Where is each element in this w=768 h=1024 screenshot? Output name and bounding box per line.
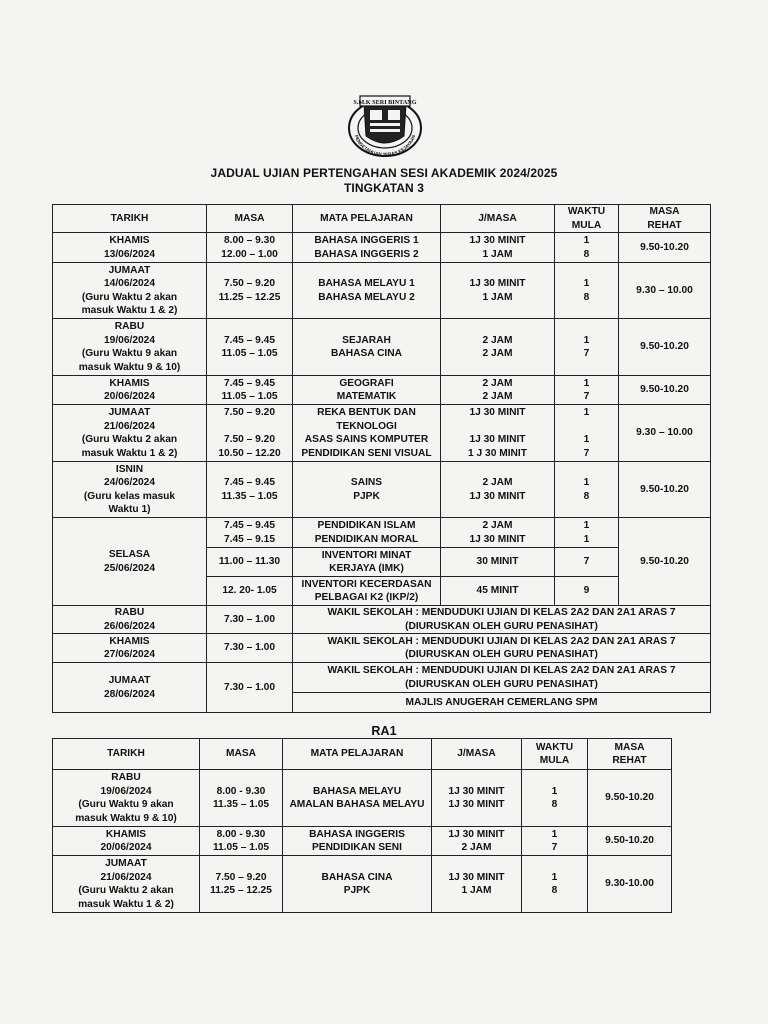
cell-text: 1 JAM bbox=[482, 291, 513, 303]
waktu-cell bbox=[555, 376, 619, 405]
schedule-table-tingkatan-3 bbox=[52, 204, 711, 713]
cell-text: (DIURUSKAN OLEH GURU PENASIHAT) bbox=[405, 620, 598, 632]
cell-text: RABU bbox=[114, 607, 145, 618]
table-row bbox=[53, 634, 711, 663]
cell-text: BAHASA MELAYU 2 bbox=[318, 291, 415, 303]
cell-text: 2 JAM bbox=[482, 477, 513, 488]
waktu-cell bbox=[555, 263, 619, 319]
cell-text: Waktu 1) bbox=[108, 504, 151, 515]
spacer bbox=[209, 420, 290, 434]
table-row bbox=[53, 462, 711, 518]
subject-cell bbox=[293, 263, 441, 319]
cell-text: 7 bbox=[551, 842, 558, 853]
table-row bbox=[53, 663, 711, 693]
cell-text: 1 bbox=[583, 434, 590, 445]
cell-text: (DIURUSKAN OLEH GURU PENASIHAT) bbox=[405, 649, 598, 660]
cell-text: 2 JAM bbox=[482, 334, 513, 346]
cell-text: 11.35 – 1.05 bbox=[212, 799, 270, 810]
masa-cell bbox=[200, 827, 283, 856]
cell-text: 1J 30 MINIT bbox=[469, 490, 526, 502]
cell-text: KHAMIS bbox=[109, 635, 150, 647]
subject-cell bbox=[293, 462, 441, 518]
schedule-table-ra1 bbox=[52, 738, 672, 913]
header-text: REHAT bbox=[647, 219, 682, 231]
spacer bbox=[443, 420, 552, 434]
cell-text: 2 JAM bbox=[482, 391, 513, 402]
cell-text: masuk Waktu 1 & 2) bbox=[81, 305, 178, 316]
cell-text: KHAMIS bbox=[109, 377, 150, 389]
jmasa-cell bbox=[441, 462, 555, 518]
cell-text: 25/06/2024 bbox=[104, 562, 155, 574]
note-cell bbox=[293, 663, 711, 693]
rehat-cell: 9.50-10.20 bbox=[619, 376, 711, 405]
cell-text: 26/06/2024 bbox=[104, 620, 155, 632]
cell-text: 11.05 – 1.05 bbox=[221, 348, 278, 359]
rehat-cell: 9.30-10.00 bbox=[588, 856, 672, 913]
waktu-cell bbox=[555, 233, 619, 263]
table-row bbox=[53, 376, 711, 405]
subject-cell bbox=[283, 770, 432, 827]
cell-text: 7 bbox=[583, 348, 590, 359]
cell-text: 1 bbox=[583, 334, 590, 346]
cell-text: 1J 30 MINIT bbox=[448, 871, 505, 883]
waktu-cell bbox=[522, 827, 588, 856]
jmasa-cell: 30 MINIT bbox=[441, 548, 555, 577]
cell-text: 7.50 – 9.20 bbox=[224, 407, 275, 418]
note-cell bbox=[293, 606, 711, 634]
masa-cell bbox=[207, 263, 293, 319]
cell-text: (DIURUSKAN OLEH GURU PENASIHAT) bbox=[405, 678, 598, 690]
header-text: MASA bbox=[614, 741, 645, 753]
cell-text: ISNIN bbox=[115, 463, 144, 475]
cell-text: PENDIDIKAN MORAL bbox=[314, 533, 419, 545]
cell-text: 11.05 – 1.05 bbox=[221, 391, 278, 402]
cell-text: 1J 30 MINIT bbox=[469, 407, 526, 418]
cell-text: 1 bbox=[551, 871, 558, 883]
cell-text: 12.00 – 1.00 bbox=[221, 248, 278, 260]
subject-cell bbox=[283, 827, 432, 856]
cell-text: masuk Waktu 9 & 10) bbox=[75, 812, 177, 824]
note-cell bbox=[293, 634, 711, 663]
date-cell bbox=[53, 634, 207, 663]
cell-text: BAHASA CINA bbox=[321, 871, 393, 883]
subject-cell bbox=[293, 548, 441, 577]
cell-text: WAKIL SEKOLAH : MENDUDUKI UJIAN DI KELAS 2A2 DAN 2A1 ARAS 7 bbox=[327, 607, 676, 618]
cell-text: KHAMIS bbox=[105, 828, 147, 840]
cell-text: KHAMIS bbox=[109, 235, 150, 246]
date-cell bbox=[53, 233, 207, 263]
cell-text: 2 JAM bbox=[482, 377, 513, 389]
cell-text: RABU bbox=[111, 772, 141, 783]
table-row bbox=[53, 319, 711, 376]
jmasa-cell bbox=[441, 319, 555, 376]
date-cell bbox=[53, 376, 207, 405]
cell-text: 28/06/2024 bbox=[104, 688, 155, 700]
masa-cell: 7.30 – 1.00 bbox=[207, 634, 293, 663]
cell-text: 1 bbox=[551, 828, 558, 840]
masa-cell bbox=[200, 856, 283, 913]
cell-text: 11.25 – 12.25 bbox=[210, 885, 272, 896]
cell-text: 8.00 – 9.30 bbox=[224, 235, 275, 246]
rehat-cell: 9.30 – 10.00 bbox=[619, 263, 711, 319]
waktu-cell bbox=[555, 405, 619, 462]
spacer bbox=[557, 420, 616, 434]
cell-text: 20/06/2024 bbox=[104, 391, 155, 402]
header-waktu-mula bbox=[555, 205, 619, 233]
page-title: JADUAL UJIAN PERTENGAHAN SESI AKADEMIK 2024/2025 bbox=[210, 166, 558, 180]
cell-text: 2 JAM bbox=[482, 348, 513, 359]
cell-text: 20/06/2024 bbox=[100, 842, 152, 853]
subject-cell bbox=[293, 518, 441, 548]
rehat-cell: 9.30 – 10.00 bbox=[619, 405, 711, 462]
date-cell bbox=[53, 663, 207, 713]
cell-text: WAKIL SEKOLAH : MENDUDUKI UJIAN DI KELAS 2A2 DAN 2A1 ARAS 7 bbox=[327, 635, 676, 647]
cell-text: SAINS bbox=[350, 477, 383, 488]
jmasa-cell bbox=[441, 263, 555, 319]
cell-text: PENDIDIKAN SENI bbox=[311, 842, 402, 853]
cell-text: 1J 30 MINIT bbox=[469, 278, 526, 289]
header-masa-rehat bbox=[619, 205, 711, 233]
jmasa-cell bbox=[432, 856, 522, 913]
jmasa-cell bbox=[441, 405, 555, 462]
cell-text: (Guru Waktu 9 akan bbox=[78, 799, 174, 810]
waktu-cell bbox=[522, 770, 588, 827]
jmasa-cell bbox=[432, 827, 522, 856]
cell-text: 8 bbox=[583, 490, 590, 502]
cell-text: 1 bbox=[551, 785, 558, 797]
cell-text: BAHASA MELAYU 1 bbox=[318, 278, 415, 289]
table-row bbox=[53, 827, 672, 856]
cell-text: 1 J 30 MINIT bbox=[468, 447, 527, 459]
table-row bbox=[53, 606, 711, 634]
rehat-cell: 9.50-10.20 bbox=[619, 462, 711, 518]
cell-text: PENDIDIKAN SENI VISUAL bbox=[301, 447, 432, 459]
crest-banner-text: S.M.K SERI BINTANG bbox=[353, 99, 417, 106]
header-mata-pelajaran: MATA PELAJARAN bbox=[283, 739, 432, 770]
cell-text: JUMAAT bbox=[108, 264, 151, 276]
cell-text: BAHASA INGGERIS bbox=[309, 828, 405, 840]
waktu-cell bbox=[555, 518, 619, 548]
table-header-row bbox=[53, 739, 672, 770]
header-j-masa: J/MASA bbox=[432, 739, 522, 770]
cell-text: BAHASA MELAYU bbox=[312, 785, 402, 797]
cell-text: 1 bbox=[583, 235, 590, 246]
masa-cell bbox=[200, 770, 283, 827]
table-header-row bbox=[53, 205, 711, 233]
date-cell bbox=[53, 319, 207, 376]
rehat-cell: 9.50-10.20 bbox=[588, 827, 672, 856]
cell-text: PJPK bbox=[353, 490, 380, 502]
cell-text: BAHASA INGGERIS 1 bbox=[314, 235, 419, 246]
cell-text: 2 JAM bbox=[461, 842, 492, 853]
cell-text: BAHASA INGGERIS 2 bbox=[314, 248, 419, 260]
subject-cell bbox=[293, 319, 441, 376]
date-cell bbox=[53, 263, 207, 319]
page-subtitle: TINGKATAN 3 bbox=[344, 181, 424, 195]
cell-text: TEKNOLOGI bbox=[336, 420, 397, 432]
cell-text: 7.45 – 9.15 bbox=[224, 533, 275, 545]
cell-text: (Guru Waktu 9 akan bbox=[81, 348, 178, 359]
cell-text: SELASA bbox=[108, 549, 151, 560]
cell-text: 7.45 – 9.45 bbox=[224, 520, 275, 531]
masa-cell bbox=[207, 376, 293, 405]
cell-text: 1 bbox=[583, 520, 590, 531]
header-tarikh: TARIKH bbox=[53, 205, 207, 233]
date-cell bbox=[53, 518, 207, 606]
table-row bbox=[53, 518, 711, 548]
waktu-cell bbox=[555, 462, 619, 518]
cell-text: 7.45 – 9.45 bbox=[224, 334, 275, 346]
cell-text: 8 bbox=[551, 799, 558, 810]
cell-text: (Guru Waktu 2 akan bbox=[81, 291, 178, 303]
cell-text: 1J 30 MINIT bbox=[469, 533, 526, 545]
cell-text: WAKIL SEKOLAH : MENDUDUKI UJIAN DI KELAS 2A2 DAN 2A1 ARAS 7 bbox=[327, 665, 676, 676]
waktu-cell: 9 bbox=[555, 577, 619, 606]
cell-text: 7 bbox=[583, 391, 590, 402]
cell-text: BAHASA CINA bbox=[331, 348, 402, 359]
cell-text: 1 bbox=[583, 407, 590, 418]
header-text: WAKTU bbox=[567, 206, 606, 217]
cell-text: 1 JAM bbox=[461, 885, 492, 896]
table-row bbox=[53, 233, 711, 263]
waktu-cell bbox=[555, 319, 619, 376]
jmasa-cell bbox=[441, 376, 555, 405]
cell-text: 21/06/2024 bbox=[104, 420, 155, 432]
cell-text: KERJAYA (IMK) bbox=[329, 563, 404, 574]
subject-cell bbox=[293, 405, 441, 462]
masa-cell bbox=[207, 319, 293, 376]
cell-text: 27/06/2024 bbox=[104, 649, 155, 660]
table-row bbox=[53, 856, 672, 913]
cell-text: (Guru kelas masuk bbox=[83, 490, 176, 502]
subject-cell bbox=[293, 577, 441, 606]
cell-text: 8.00 - 9.30 bbox=[216, 828, 266, 840]
cell-text: JUMAAT bbox=[105, 858, 147, 869]
header-text: MASA bbox=[649, 206, 680, 217]
cell-text: 1 bbox=[583, 377, 590, 389]
date-cell bbox=[53, 770, 200, 827]
subject-cell bbox=[283, 856, 432, 913]
masa-cell: 12. 20- 1.05 bbox=[207, 577, 293, 606]
crest-ring-text: PENGETAHUAN TERAS KEJAYAAN bbox=[353, 134, 417, 158]
masa-cell: 7.30 – 1.00 bbox=[207, 606, 293, 634]
cell-text: 21/06/2024 bbox=[100, 871, 152, 883]
note-cell: MAJLIS ANUGERAH CEMERLANG SPM bbox=[293, 693, 711, 713]
header-masa-rehat bbox=[588, 739, 672, 770]
cell-text: 8 bbox=[551, 885, 558, 896]
cell-text: SEJARAH bbox=[342, 334, 391, 346]
cell-text: masuk Waktu 1 & 2) bbox=[78, 898, 174, 910]
cell-text: PELBAGAI K2 (IKP/2) bbox=[314, 592, 419, 603]
cell-text: 1 bbox=[583, 533, 590, 545]
cell-text: PJPK bbox=[343, 885, 371, 896]
section-title-ra1: RA1 bbox=[371, 724, 397, 738]
cell-text: 1 bbox=[583, 477, 590, 488]
cell-text: JUMAAT bbox=[108, 675, 151, 686]
cell-text: 1J 30 MINIT bbox=[469, 434, 526, 445]
cell-text: 11.05 – 1.05 bbox=[212, 842, 270, 853]
date-cell bbox=[53, 606, 207, 634]
subject-cell bbox=[293, 233, 441, 263]
cell-text: 7.50 – 9.20 bbox=[224, 434, 275, 445]
cell-text: 1 bbox=[583, 278, 590, 289]
date-cell bbox=[53, 405, 207, 462]
cell-text: masuk Waktu 1 & 2) bbox=[81, 447, 178, 459]
masa-cell bbox=[207, 405, 293, 462]
date-cell bbox=[53, 462, 207, 518]
rehat-cell: 9.50-10.20 bbox=[619, 319, 711, 376]
cell-text: AMALAN BAHASA MELAYU bbox=[289, 799, 425, 810]
cell-text: (Guru Waktu 2 akan bbox=[81, 434, 178, 445]
cell-text: MATEMATIK bbox=[336, 391, 397, 402]
cell-text: INVENTORI KECERDASAN bbox=[301, 578, 432, 590]
rehat-cell: 9.50-10.20 bbox=[619, 518, 711, 606]
cell-text: 19/06/2024 bbox=[100, 785, 152, 797]
header-text: MULA bbox=[571, 219, 602, 231]
school-crest-icon bbox=[346, 90, 424, 158]
masa-cell bbox=[207, 518, 293, 548]
waktu-cell: 7 bbox=[555, 548, 619, 577]
jmasa-cell: 45 MINIT bbox=[441, 577, 555, 606]
masa-cell bbox=[207, 462, 293, 518]
header-j-masa: J/MASA bbox=[441, 205, 555, 233]
header-text: MULA bbox=[539, 755, 570, 766]
cell-text: 7.45 – 9.45 bbox=[224, 377, 275, 389]
header-mata-pelajaran: MATA PELAJARAN bbox=[293, 205, 441, 233]
jmasa-cell bbox=[432, 770, 522, 827]
cell-text: PENDIDIKAN ISLAM bbox=[317, 520, 416, 531]
cell-text: 13/06/2024 bbox=[104, 248, 155, 260]
cell-text: 7.50 – 9.20 bbox=[215, 871, 267, 883]
cell-text: 10.50 – 12.20 bbox=[218, 447, 281, 459]
masa-cell bbox=[207, 233, 293, 263]
date-cell bbox=[53, 856, 200, 913]
cell-text: 24/06/2024 bbox=[104, 477, 155, 488]
header-masa: MASA bbox=[207, 205, 293, 233]
masa-cell: 11.00 – 11.30 bbox=[207, 548, 293, 577]
table-row bbox=[53, 263, 711, 319]
cell-text: (Guru Waktu 2 akan bbox=[78, 885, 174, 896]
cell-text: 1J 30 MINIT bbox=[448, 828, 505, 840]
jmasa-cell bbox=[441, 233, 555, 263]
cell-text: 8.00 - 9.30 bbox=[216, 785, 266, 797]
cell-text: 1J 30 MINIT bbox=[448, 785, 505, 797]
cell-text: REKA BENTUK DAN bbox=[317, 407, 416, 418]
cell-text: JUMAAT bbox=[108, 407, 151, 418]
cell-text: 2 JAM bbox=[482, 520, 513, 531]
cell-text: ASAS SAINS KOMPUTER bbox=[304, 434, 429, 445]
cell-text: 14/06/2024 bbox=[104, 278, 155, 289]
cell-text: 8 bbox=[583, 291, 590, 303]
cell-text: 1 JAM bbox=[482, 248, 513, 260]
date-cell bbox=[53, 827, 200, 856]
header-tarikh: TARIKH bbox=[53, 739, 200, 770]
cell-text: INVENTORI MINAT bbox=[321, 549, 412, 561]
rehat-cell: 9.50-10.20 bbox=[588, 770, 672, 827]
rehat-cell: 9.50-10.20 bbox=[619, 233, 711, 263]
jmasa-cell bbox=[441, 518, 555, 548]
cell-text: 1J 30 MINIT bbox=[448, 799, 505, 810]
cell-text: 7.45 – 9.45 bbox=[224, 477, 275, 488]
cell-text: 1J 30 MINIT bbox=[469, 235, 526, 246]
header-masa: MASA bbox=[200, 739, 283, 770]
cell-text: 8 bbox=[583, 248, 590, 260]
cell-text: GEOGRAFI bbox=[339, 377, 394, 389]
table-row bbox=[53, 405, 711, 462]
cell-text: RABU bbox=[114, 321, 145, 332]
cell-text: 7.50 – 9.20 bbox=[224, 278, 275, 289]
header-text: WAKTU bbox=[535, 741, 574, 753]
cell-text: 7 bbox=[583, 447, 590, 459]
header-text: REHAT bbox=[612, 755, 647, 766]
cell-text: masuk Waktu 9 & 10) bbox=[78, 361, 181, 373]
waktu-cell bbox=[522, 856, 588, 913]
cell-text: 11.25 – 12.25 bbox=[218, 291, 281, 303]
cell-text: 19/06/2024 bbox=[104, 334, 155, 346]
table-row bbox=[53, 770, 672, 827]
header-waktu-mula bbox=[522, 739, 588, 770]
cell-text: 11.35 – 1.05 bbox=[221, 490, 278, 502]
subject-cell bbox=[293, 376, 441, 405]
masa-cell: 7.30 – 1.00 bbox=[207, 663, 293, 713]
